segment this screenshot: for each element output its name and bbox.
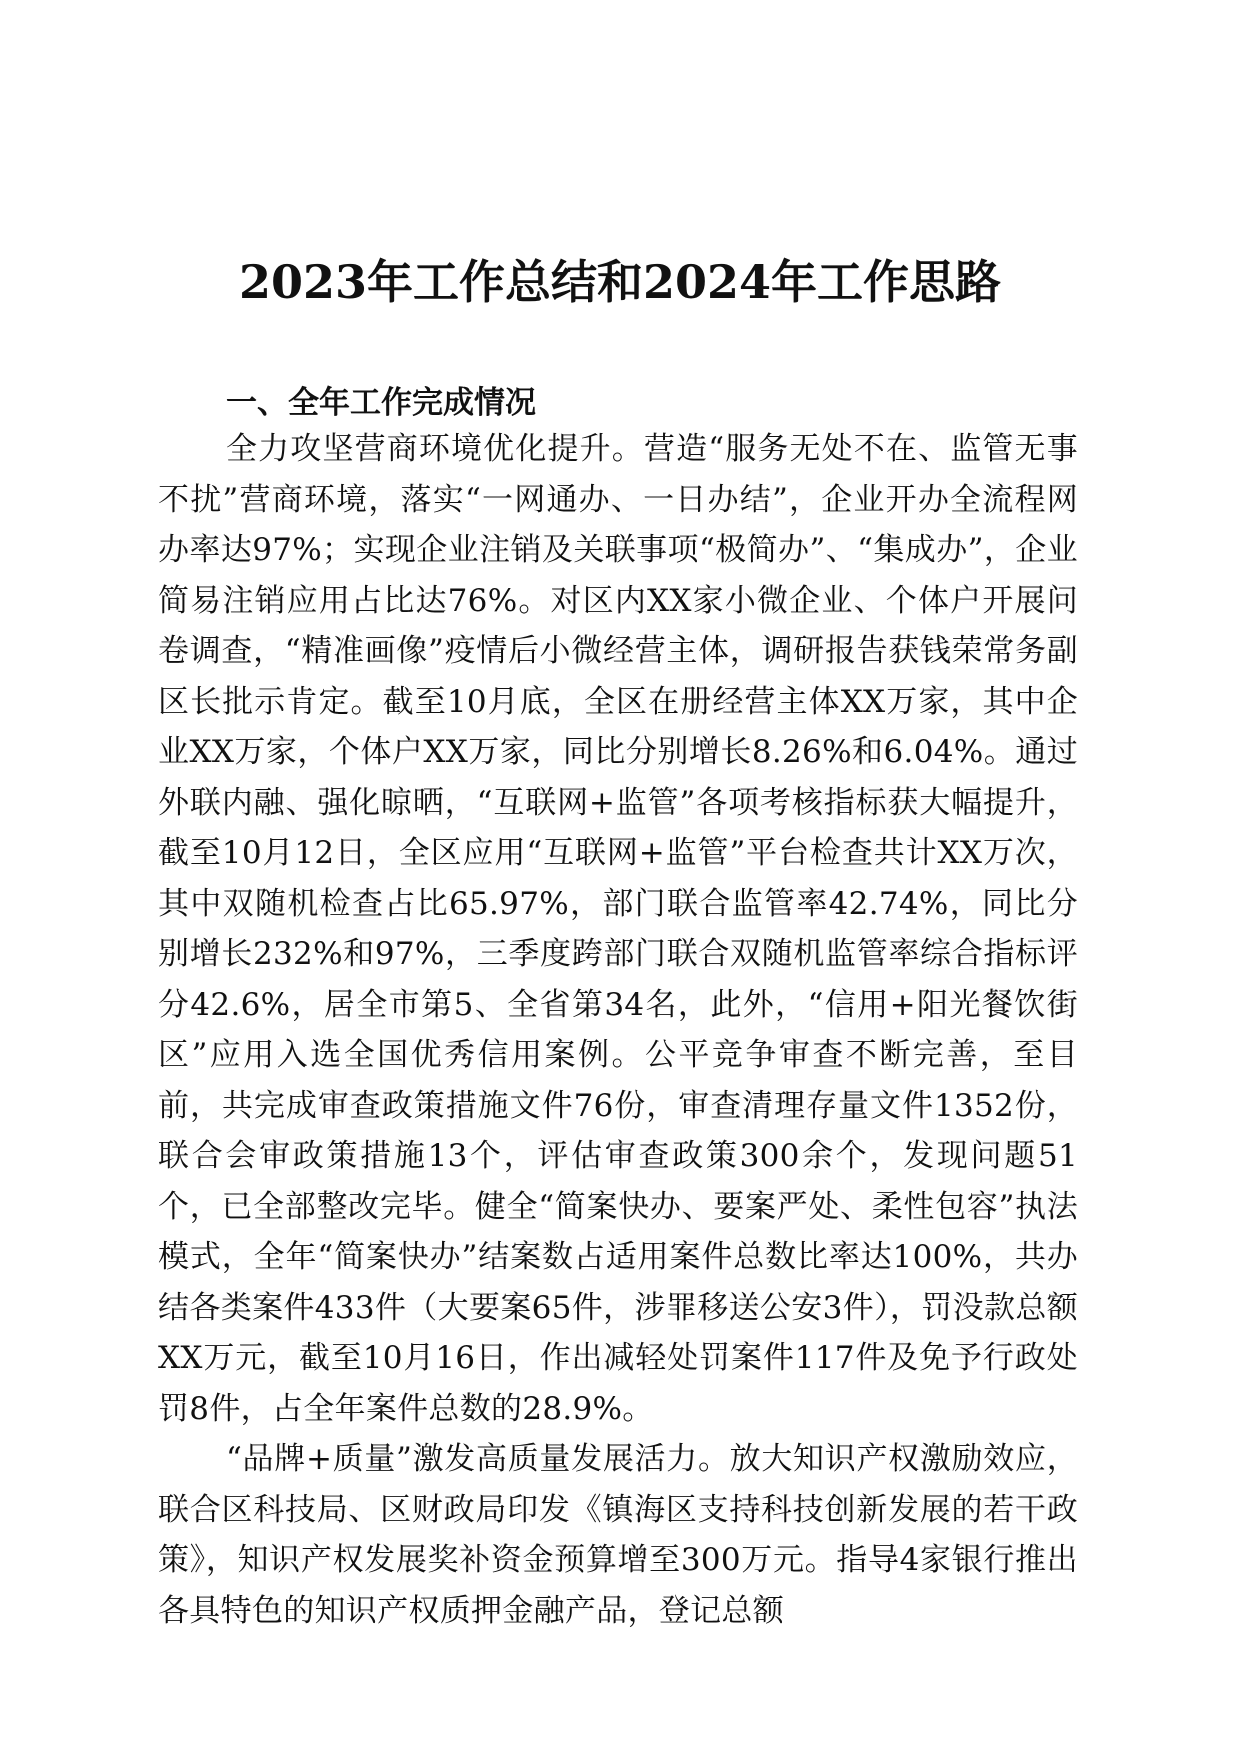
paragraph-business-environment: 全力攻坚营商环境优化提升。营造“服务无处不在、监管无事不扰”营商环境，落实“一网通办、一日办结”，企业开办全流程网办率达97%；实现企业注销及关联事项“极简办”、“集成办”，企业简易注销应用占比达76%。对区内XX家小微企业、个体户开展问卷调查，“精准画像”疫情后小微经营主体，调研报告获钱荣常务副区长批示肯定。截至10月底，全区在册经营主体XX万家，其中企业XX万家，个体户XX万家，同比分别增长8.26%和6.04%。通过外联内融、强化晾晒，“互联网+监管”各项考核指标获大幅提升，截至10月12日，全区应用“互联网+监管”平台检查共计XX万次，其中双随机检查占比65.97%，部门联合监管率42.74%，同比分别增长232%和97%，三季度跨部门联合双随机监管率综合指标评分42.6%，居全市第5、全省第34名，此外，“信用+阳光餐饮街区”应用入选全国优秀信用案例。公平竞争审查不断完善，至目前，共完成审查政策措施文件76份，审查清理存量文件1352份，联合会审政策措施13个，评估审查政策300余个，发现问题51个，已全部整改完毕。健全“简案快办、要案严处、柔性包容”执法模式，全年“简案快办”结案数占适用案件总数比率达100%，共办结各类案件433件（大要案65件，涉罪移送公安3件），罚没款总额XX万元，截至10月16日，作出减轻处罚案件117件及免予行政处罚8件，占全年案件总数的28.9%。	[158, 431, 1078, 1427]
document-body	[158, 382, 1078, 1636]
section-heading: 一、全年工作完成情况	[226, 385, 536, 421]
paragraph-brand-quality: “品牌+质量”激发高质量发展活力。放大知识产权激励效应，联合区科技局、区财政局印发《镇海区支持科技创新发展的若干政策》，知识产权发展奖补资金预算增至300万元。指导4家银行推出各具特色的知识产权质押金融产品，登记总额	[158, 1441, 1078, 1629]
document-title: 2023年工作总结和2024年工作思路	[238, 255, 1002, 309]
